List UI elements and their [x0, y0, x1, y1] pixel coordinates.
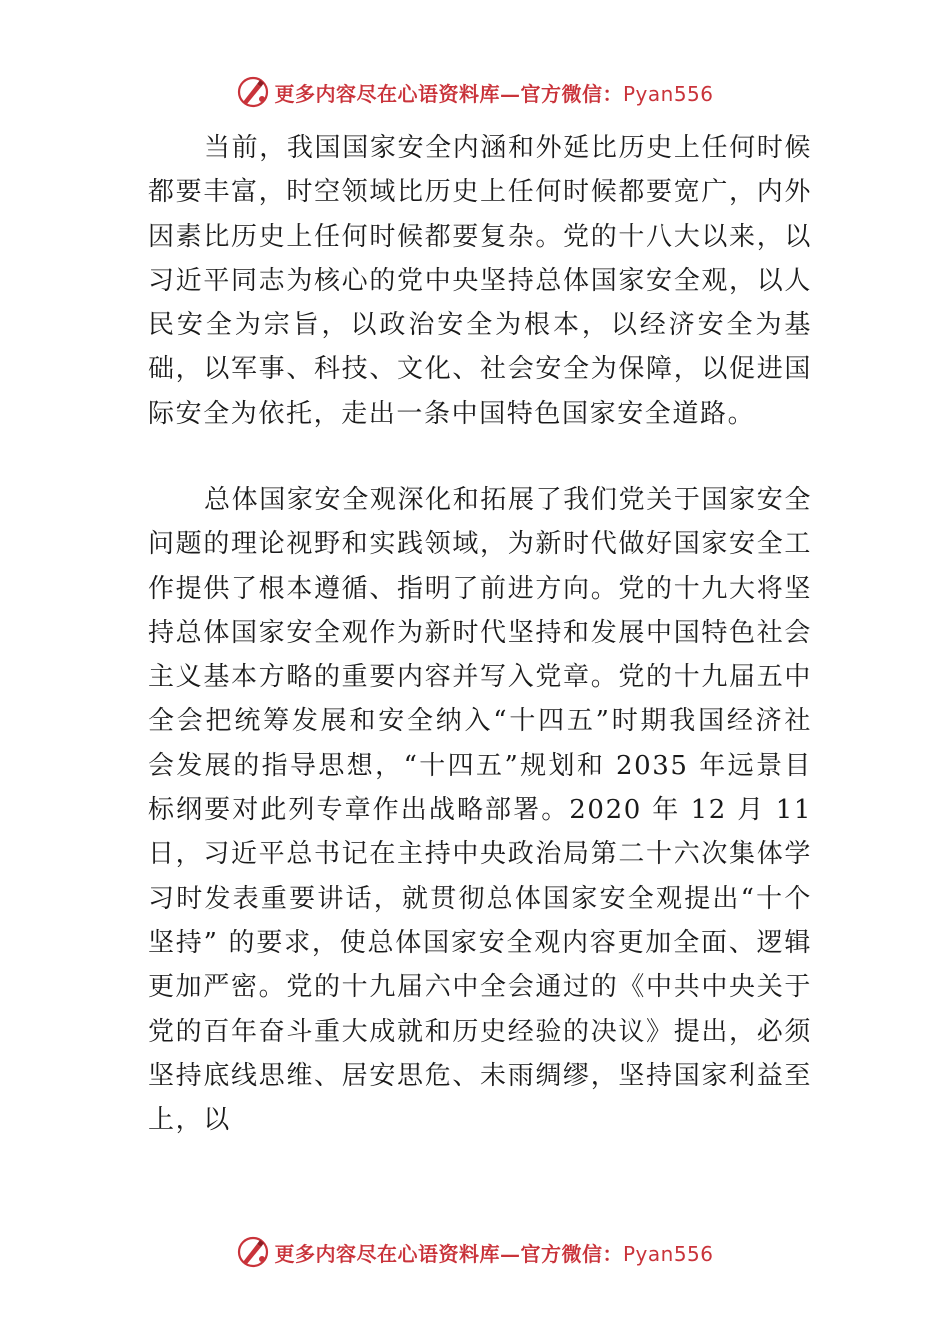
- paragraph-2: 总体国家安全观深化和拓展了我们党关于国家安全问题的理论视野和实践领域，为新时代做好国家安全工作提供了根本遵循、指明了前进方向。党的十九大将坚持总体国家安全观作为新时代坚持和发展中国特色社会主义基本方略的重要内容并写入党章。党的十九届五中全会把统筹发展和安全纳入“十四五”时期我国经济社会发展的指导思想，“十四五”规划和 2035 年远景目标纲要对此列专章作出战略部署。2020 年 12 月 11 日，习近平总书记在主持中央政治局第二十六次集体学习时发表重要讲话，就贯彻总体国家安全观提出“十个坚持” 的要求，使总体国家安全观内容更加全面、逻辑更加严密。党的十九届六中全会通过的《中共中央关于党的百年奋斗重大成就和历史经验的决议》提出，必须坚持底线思维、居安思危、未雨绸缪，坚持国家利益至上，以: [148, 485, 812, 1136]
- header-banner-label: 更多内容尽在心语资料库—官方微信：: [274, 81, 623, 106]
- footer-banner-text: [274, 1238, 713, 1267]
- pen-logo-icon: [236, 75, 270, 109]
- footer-banner-label: 更多内容尽在心语资料库—官方微信：: [274, 1241, 623, 1266]
- header-banner-text: [274, 78, 713, 107]
- footer-banner: [0, 1232, 950, 1272]
- footer-banner-id: Pyan556: [622, 1241, 714, 1266]
- header-banner-id: Pyan556: [622, 81, 714, 106]
- pen-logo-icon: [236, 1235, 270, 1269]
- paragraph-1: 当前，我国国家安全内涵和外延比历史上任何时候都要丰富，时空领域比历史上任何时候都要宽广，内外因素比历史上任何时候都要复杂。党的十八大以来，以习近平同志为核心的党中央坚持总体国家安全观，以人民安全为宗旨，以政治安全为根本，以经济安全为基础，以军事、科技、文化、社会安全为保障，以促进国际安全为依托，走出一条中国特色国家安全道路。: [148, 133, 812, 429]
- header-banner: [0, 72, 950, 112]
